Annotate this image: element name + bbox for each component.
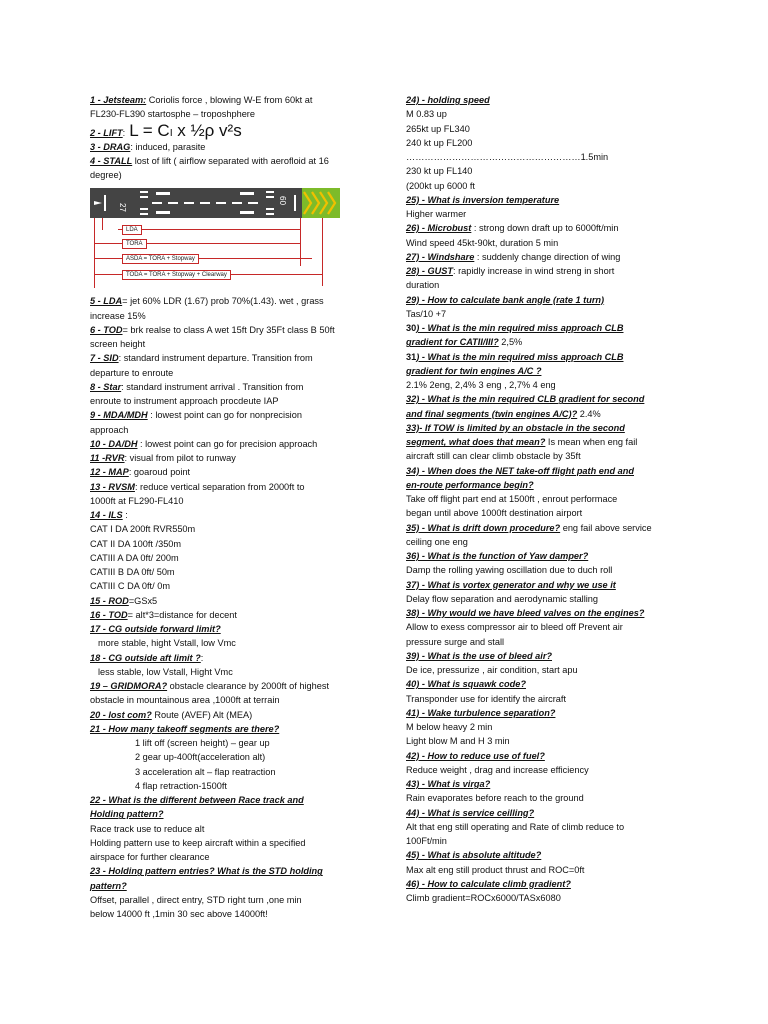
lda-threshold-line — [102, 218, 103, 230]
heading-18: 18 - CG outside aft limit ? — [90, 652, 201, 663]
item-2 — [90, 122, 382, 140]
text-35: eng fail above service — [560, 522, 652, 533]
item-19 — [90, 679, 382, 693]
item-4 — [90, 154, 382, 168]
item-13 — [90, 480, 382, 494]
heading-8: 8 - Star — [90, 381, 122, 392]
heading-31-line2: gradient for twin engines A/C ? — [406, 365, 542, 376]
heading-10: 10 - DA/DH — [90, 438, 138, 449]
text-18: : — [200, 652, 204, 663]
item-25-line2: Higher warmer — [406, 209, 467, 219]
runway-graphic — [90, 188, 340, 218]
heading-43: 43) - What is virga? — [406, 779, 491, 789]
item-30 — [406, 321, 686, 335]
item-44-line: 100Ft/min — [406, 836, 447, 846]
item-34-line: began until above 1000ft destination airport — [406, 508, 583, 519]
segment-line: 4 flap retraction-1500ft — [135, 780, 227, 791]
text-8: : standard instrument arrival . Transition from — [121, 381, 304, 392]
item-41-line: M below heavy 2 min — [406, 722, 493, 732]
holding-speed-line: M 0.83 up — [406, 109, 447, 120]
heading-12: 12 - MAP — [90, 467, 129, 478]
heading-20: 20 - lost com? — [90, 709, 152, 720]
item-31 — [406, 350, 686, 364]
lda-line — [118, 229, 300, 230]
heading-22: 22 - What is the different between Race track and — [90, 795, 304, 805]
item-17-line2: more stable, hight Vstall, low Vmc — [98, 638, 236, 649]
item-22-line: Race track use to reduce alt — [90, 823, 205, 834]
item-35-line2: ceiling one eng — [406, 536, 468, 547]
heading-44: 44) - What is service ceilling? — [406, 807, 535, 818]
heading-2: 2 - LIFT — [90, 127, 123, 138]
holding-speed-line: (200kt up 6000 ft — [406, 180, 475, 191]
item-23-line: below 14000 ft ,1min 30 sec above 14000ft! — [90, 909, 268, 919]
number-31: 31 — [406, 351, 417, 362]
text-10: : lowest point can go for precision approach — [137, 438, 318, 449]
heading-31: ) - What is the min required miss approach CLB — [416, 351, 624, 362]
number-30: 30 — [406, 323, 417, 333]
item-31-line3: 2.1% 2eng, 2,4% 3 eng , 2,7% 4 eng — [406, 380, 556, 390]
item-14 — [90, 508, 382, 522]
heading-42: 42) - How to reduce use of fuel? — [406, 750, 545, 761]
item-37-line2: Delay flow separation and aerodynamic stalling — [406, 593, 599, 604]
heading-34-line2: en-route performance begin? — [406, 479, 534, 490]
heading-11: 11 -RVR — [90, 453, 125, 463]
heading-23-line2: pattern? — [90, 880, 127, 891]
heading-21: 21 - How many takeoff segments are there? — [90, 723, 280, 734]
ils-line: CATIII B DA 0ft/ 50m — [90, 567, 175, 577]
runway-number-left: 27 — [118, 203, 127, 213]
item-45-line2: Max alt eng still product thrust and ROC=0ft — [406, 864, 585, 875]
item-8 — [90, 380, 382, 394]
text-4: lost of lift ( airflow separated with aerofloid at 16 — [132, 155, 329, 166]
item-3 — [90, 140, 382, 154]
heading-16: 16 - TOD — [90, 609, 128, 620]
segment-line: 1 lift off (screen height) – gear up — [135, 738, 270, 748]
item-33-line2 — [406, 435, 686, 449]
heading-7: 7 - SID — [90, 353, 119, 364]
text-16: = alt*3=distance for decent — [127, 609, 237, 620]
item-43-line2: Rain evaporates before reach to the ground — [406, 793, 584, 804]
holding-speed-line: 240 kt up FL200 — [406, 137, 473, 148]
heading-46: 46) - How to calculate climb gradient? — [406, 878, 571, 889]
heading-26: 26) - Microbust — [406, 223, 472, 234]
heading-9: 9 - MDA/MDH — [90, 410, 148, 421]
item-18-line2: less stable, low Vstall, Hight Vmc — [98, 666, 233, 677]
tora-label: TORA — [122, 239, 147, 249]
text-6: = brk realse to class A wet 15ft Dry 35Ft class B 50ft — [122, 324, 335, 335]
text-27: : suddenly change direction of wing — [474, 251, 621, 262]
item-6 — [90, 323, 382, 337]
heading-39: 39) - What is the use of bleed air? — [406, 650, 553, 661]
heading-4: 4 - STALL — [90, 155, 133, 166]
heading-45: 45) - What is absolute altitude? — [406, 850, 542, 861]
item-9-line2: approach — [90, 424, 129, 435]
heading-1: 1 - Jetsteam: — [90, 95, 147, 105]
heading-19: 19 – GRIDMORA? — [90, 681, 168, 691]
item-20 — [90, 708, 382, 722]
item-13-line2: 1000ft at FL290-FL410 — [90, 495, 184, 506]
item-38-line: pressure surge and stall — [406, 636, 505, 647]
item-11 — [90, 451, 382, 465]
heading-25: 25) - What is inversion temperature — [406, 194, 560, 205]
heading-14: 14 - ILS — [90, 510, 123, 520]
ils-line: CAT II DA 100ft /350m — [90, 538, 182, 549]
item-22-line: airspace for further clearance — [90, 852, 210, 862]
item-21 — [90, 722, 382, 736]
distance-start-line — [94, 218, 95, 288]
holding-speed-line: …………………………………………………1.5min — [406, 152, 609, 162]
item-16 — [90, 608, 382, 622]
item-42-line2: Reduce weight , drag and increase efficiency — [406, 764, 589, 775]
item-15 — [90, 594, 382, 608]
item-1 — [90, 93, 382, 107]
item-41-line: Light blow M and H 3 min — [406, 736, 510, 747]
holding-speed-line: 230 kt up FL140 — [406, 166, 473, 177]
lda-label: LDA — [122, 225, 142, 235]
text-30: 2,5% — [498, 337, 523, 348]
item-28-line2: duration — [406, 280, 440, 291]
text-5: = jet 60% LDR (1.67) prob 70%(1.43). wet , grass — [122, 296, 324, 307]
item-36-line2: Damp the rolling yawing oscillation due to duch roll — [406, 565, 613, 576]
heading-5: 5 - LDA — [90, 296, 123, 307]
heading-32: 32) - What is the min required CLB gradient for second — [406, 394, 645, 405]
item-40-line2: Transponder use for identify the aircraft — [406, 693, 567, 704]
heading-40: 40) - What is squawk code? — [406, 679, 526, 690]
toda-label: TODA = TORA + Stopway + Clearway — [122, 270, 231, 280]
ils-line: CATIII A DA 0ft/ 200m — [90, 552, 179, 563]
heading-34: 34) - When does the NET take-off flight path end and — [406, 465, 634, 476]
ils-line: CATIII C DA 0ft/ 0m — [90, 581, 170, 592]
text-13: : reduce vertical separation from 2000ft to — [134, 481, 305, 492]
text-12: : goaroud point — [128, 467, 191, 478]
item-1-line2: FL230-FL390 startosphe – troposhphere — [90, 109, 255, 120]
heading-32-line2: and final segments (twin engines A/C)? — [406, 408, 578, 419]
item-28 — [406, 264, 686, 278]
heading-37: 37) - What is vortex generator and why we use it — [406, 579, 616, 590]
item-9 — [90, 408, 382, 422]
item-18 — [90, 651, 382, 665]
text-15: =GSx5 — [128, 595, 158, 606]
heading-3: 3 - DRAG — [90, 141, 131, 152]
text-9: : lowest point can go for nonprecision — [147, 410, 302, 421]
item-4-line2: degree) — [90, 170, 122, 180]
ils-line: CAT I DA 200ft RVR550m — [90, 524, 196, 535]
text-33: Is mean when eng fail — [545, 437, 638, 447]
left-column — [90, 93, 382, 921]
text-20: Route (AVEF) Alt (MEA) — [151, 709, 253, 720]
text-11: : visual from pilot to runway — [124, 453, 236, 463]
holding-speed-line: 265kt up FL340 — [406, 123, 470, 134]
right-column — [406, 93, 686, 905]
item-32-line2 — [406, 407, 686, 421]
item-17 — [90, 622, 382, 636]
heading-6: 6 - TOD — [90, 324, 123, 335]
heading-17: 17 - CG outside forward limit? — [90, 624, 221, 634]
heading-15: 15 - ROD — [90, 595, 129, 606]
text-2: : — [122, 127, 126, 138]
heading-23: 23 - Holding pattern entries? What is the STD holding — [90, 866, 323, 877]
text-19: obstacle clearance by 2000ft of highest — [167, 681, 330, 691]
heading-29: 29) - How to calculate bank angle (rate 1 turn) — [406, 294, 605, 305]
segment-line: 3 acceleration alt – flap reatraction — [135, 766, 276, 777]
item-29-line2: Tas/10 +7 — [406, 308, 447, 319]
item-8-line2: enroute to instrument approach procdeute IAP — [90, 396, 279, 406]
heading-30: ) - What is the min required miss approach CLB — [416, 323, 624, 333]
text-7: : standard instrument departure. Transition from — [118, 353, 313, 364]
item-23-line: Offset, parallel , direct entry, STD right turn ,one min — [90, 894, 302, 905]
heading-28: 28) - GUST — [406, 266, 453, 276]
heading-35: 35) - What is drift down procedure? — [406, 522, 561, 533]
item-7 — [90, 351, 382, 365]
text-26: : strong down draft up to 6000ft/min — [471, 223, 619, 234]
item-39-line2: De ice, pressurize , air condition, start apu — [406, 665, 578, 675]
item-35 — [406, 521, 686, 535]
item-5 — [90, 294, 382, 308]
item-19-line2: obstacle in mountainous area ,1000ft at terrain — [90, 695, 280, 706]
heading-24: 24) - holding speed — [406, 95, 490, 105]
text-3: : induced, parasite — [130, 141, 206, 152]
lift-formula: L = Cₗ x ½ρ v²s — [129, 120, 242, 140]
text-1: Coriolis force , blowing W-E from 60kt at — [146, 95, 313, 105]
item-46-line2: Climb gradient=ROCx6000/TASx6080 — [406, 893, 561, 903]
heading-41: 41) - Wake turbulence separation? — [406, 707, 556, 718]
item-5-line2: increase 15% — [90, 310, 146, 321]
text-14: : — [122, 510, 128, 520]
item-10 — [90, 437, 382, 451]
item-6-line2: screen height — [90, 339, 146, 349]
heading-33-line2: segment, what does that mean? — [406, 437, 546, 447]
heading-22-line2: Holding pattern? — [90, 809, 164, 820]
heading-38: 38) - Why would we have bleed valves on the engines? — [406, 608, 645, 618]
item-44-line: Alt that eng still operating and Rate of climb reduce to — [406, 821, 625, 832]
heading-36: 36) - What is the function of Yaw damper? — [406, 551, 589, 561]
item-26 — [406, 221, 686, 235]
text-32: 2.4% — [577, 408, 601, 419]
runway-diagram — [90, 188, 340, 288]
text-28: : rapidly increase in wind streng in short — [452, 266, 615, 276]
asda-label: ASDA = TORA + Stopway — [122, 254, 199, 264]
runway-number-right: 09 — [279, 196, 288, 206]
heading-27: 27) - Windshare — [406, 251, 475, 262]
item-27 — [406, 250, 686, 264]
heading-30-line2: gradient for CATII/III? — [406, 337, 499, 348]
item-26-line2: Wind speed 45kt-90kt, duration 5 min — [406, 237, 559, 248]
heading-33: 33)- If TOW is limited by an obstacle in the second — [406, 422, 625, 433]
item-33-line3: aircraft still can clear climb obstacle by 35ft — [406, 451, 581, 462]
item-38-line: Allow to exess compressor air to bleed off Prevent air — [406, 622, 623, 633]
segment-line: 2 gear up-400ft(acceleration alt) — [135, 752, 266, 763]
item-30-line2 — [406, 335, 686, 349]
item-22-line: Holding pattern use to keep aircraft within a specified — [90, 837, 306, 848]
item-12 — [90, 465, 382, 479]
item-7-line2: departure to enroute — [90, 367, 174, 378]
toda-end-line — [322, 218, 323, 286]
heading-13: 13 - RVSM — [90, 481, 135, 492]
item-34-line: Take off flight part end at 1500ft , enrout performace — [406, 494, 618, 504]
